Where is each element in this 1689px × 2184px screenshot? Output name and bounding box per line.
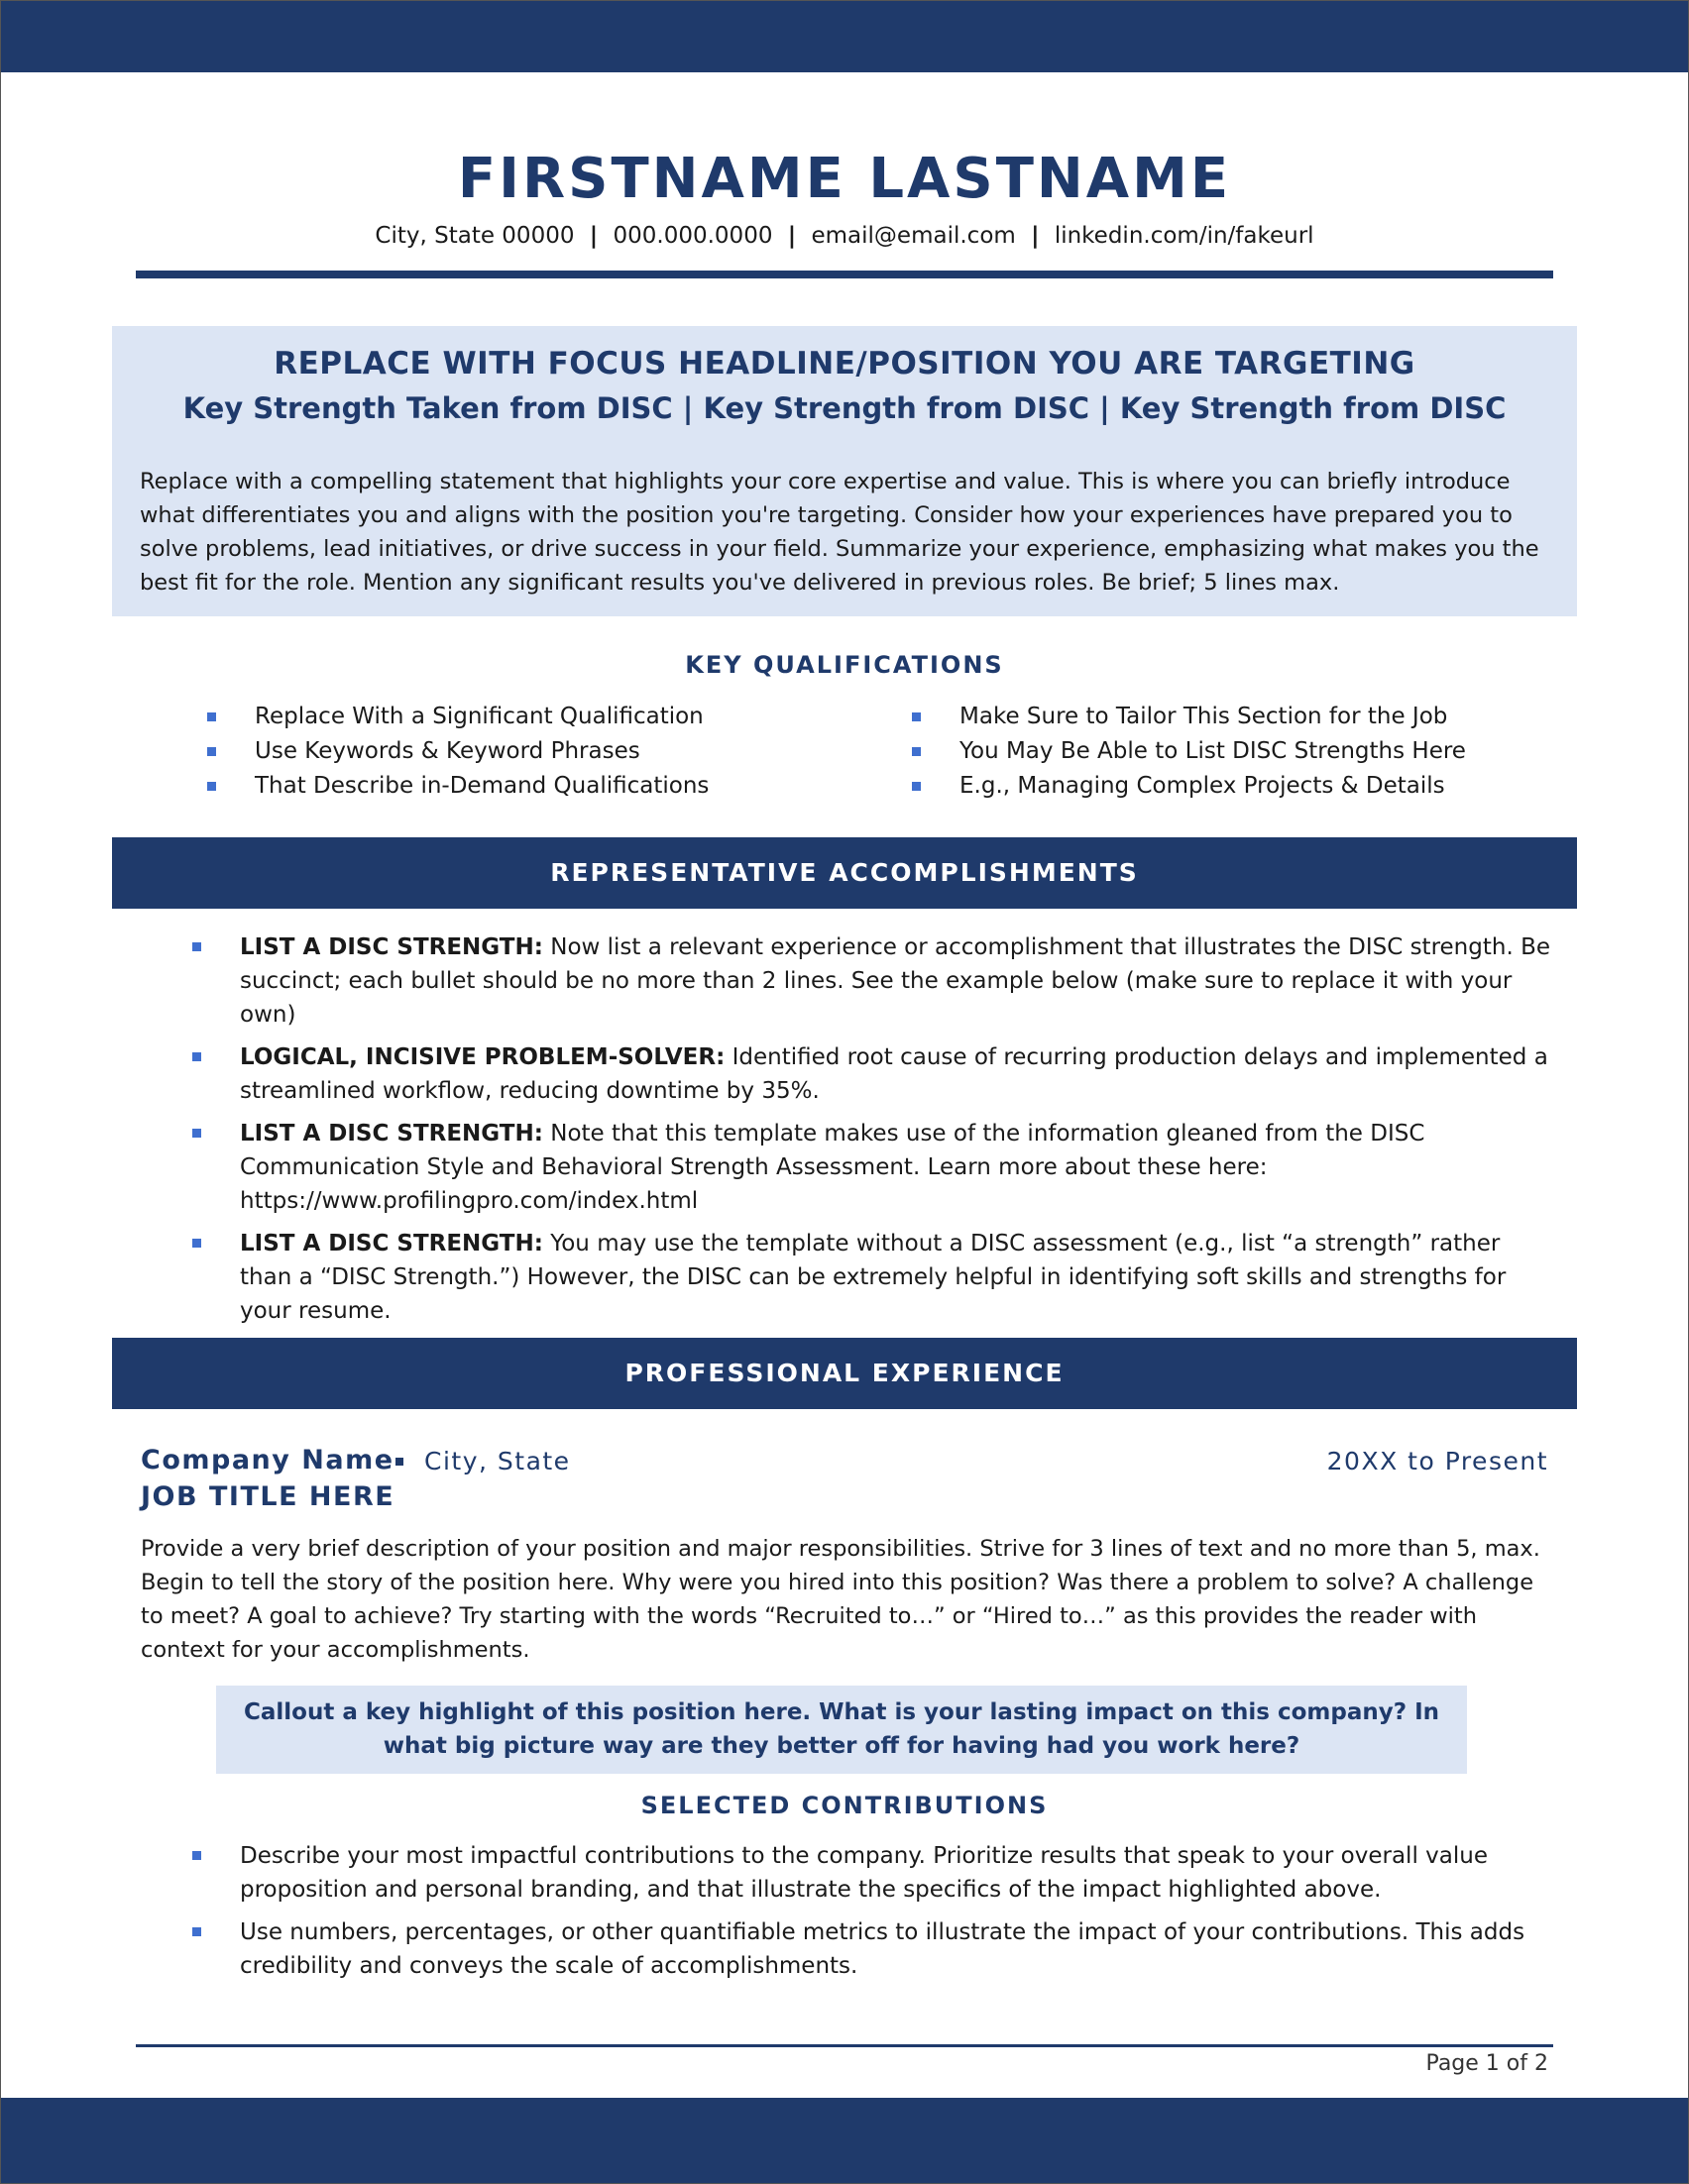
list-item	[188, 1915, 1556, 1983]
list-item	[188, 1227, 1556, 1328]
contact-phone: 000.000.0000	[613, 223, 773, 249]
bullet-square-icon	[207, 782, 216, 791]
bullet-square-icon	[192, 1239, 201, 1248]
contact-linkedin: linkedin.com/in/fakeurl	[1054, 223, 1314, 249]
bullet-square-icon	[192, 1129, 201, 1138]
bullet-square-icon	[192, 1927, 201, 1936]
header-divider	[136, 271, 1553, 278]
qualification-text: You May Be Able to List DISC Strengths Here	[959, 738, 1466, 764]
contact-city-state: City, State 00000	[375, 223, 575, 249]
page-number: Page 1 of 2	[1425, 2051, 1548, 2076]
accomplishment-text: You may use the template without a DISC assessment (e.g., list “a strength” rather than a “DISC Strength.”) However, the DISC can be extremely helpful in identifying soft skills and strengths for your resume.	[240, 1231, 1507, 1324]
qualification-text: Use Keywords & Keyword Phrases	[255, 738, 640, 764]
qualifications-right-list	[912, 700, 1466, 804]
contributions-list	[188, 1839, 1556, 1992]
company-name: Company Name	[141, 1445, 394, 1475]
list-item	[207, 734, 709, 769]
focus-headline: REPLACE WITH FOCUS HEADLINE/POSITION YOU ARE TARGETING	[274, 346, 1415, 382]
contact-separator: |	[589, 223, 599, 249]
bullet-square-icon	[207, 712, 216, 721]
qualifications-left-list	[207, 700, 709, 804]
list-item	[912, 769, 1466, 804]
bullet-square-icon	[912, 782, 921, 791]
contact-email: email@email.com	[811, 223, 1016, 249]
qualification-text: That Describe in-Demand Qualifications	[255, 773, 710, 799]
accomplishments-heading-band: REPRESENTATIVE ACCOMPLISHMENTS	[112, 837, 1577, 909]
key-qualifications-heading: KEY QUALIFICATIONS	[685, 651, 1004, 679]
qualification-text: E.g., Managing Complex Projects & Details	[959, 773, 1445, 799]
key-strengths: Key Strength Taken from DISC | Key Strength from DISC | Key Strength from DISC	[182, 391, 1507, 425]
accomplishment-text: Identified root cause of recurring production delays and implemented a streamlined workflow, reducing downtime by 35%.	[240, 1044, 1548, 1104]
candidate-name: FIRSTNAME LASTNAME	[457, 147, 1232, 211]
accomplishment-label: LIST A DISC STRENGTH:	[240, 1231, 543, 1256]
contribution-text: Describe your most impactful contributions to the company. Prioritize results that speak to your overall value proposition and personal branding, and that illustrate the specifics of the impact highlighted above.	[240, 1843, 1488, 1903]
contact-separator: |	[787, 223, 797, 249]
contact-separator: |	[1031, 223, 1040, 249]
employment-dates: 20XX to Present	[1326, 1447, 1548, 1475]
bullet-square-icon	[207, 747, 216, 756]
list-item	[912, 700, 1466, 734]
accomplishment-text: Note that this template makes use of the information gleaned from the DISC Communication Style and Behavioral Strength Assessment. Learn more about these here: https://www.profilingpro.com/index.html	[240, 1121, 1425, 1214]
qualification-text: Replace With a Significant Qualification	[255, 704, 704, 729]
bullet-square-icon	[192, 1052, 201, 1061]
bottom-color-bar	[1, 2098, 1688, 2183]
summary-box	[112, 326, 1577, 616]
contact-line	[0, 223, 1689, 249]
list-item	[207, 769, 709, 804]
bullet-square-icon	[912, 712, 921, 721]
job-description: Provide a very brief description of your position and major responsibilities. Strive for 3 lines of text and no more than 5, max. Begin to tell the story of the position here. Why were you hired into this position? Was there a problem to solve? A challenge to meet? A goal to achieve? Try starting with the words “Recruited to…” or “Hired to…” as this provides the reader with context for your accomplishments.	[141, 1536, 1540, 1663]
qualification-text: Make Sure to Tailor This Section for the Job	[959, 704, 1448, 729]
job-title: JOB TITLE HERE	[141, 1481, 395, 1512]
company-location: City, State	[424, 1447, 571, 1475]
bullet-square-icon	[192, 942, 201, 951]
experience-heading-band: PROFESSIONAL EXPERIENCE	[112, 1338, 1577, 1409]
separator-square-icon	[395, 1458, 403, 1466]
bullet-square-icon	[192, 1851, 201, 1860]
footer-divider	[136, 2044, 1553, 2047]
list-item	[912, 734, 1466, 769]
list-item	[207, 700, 709, 734]
bullet-square-icon	[912, 747, 921, 756]
accomplishment-text: Now list a relevant experience or accomplishment that illustrates the DISC strength. Be succinct; each bullet should be no more than 2 lines. See the example below (make sure to replace it with your own)	[240, 934, 1550, 1028]
accomplishment-label: LOGICAL, INCISIVE PROBLEM-SOLVER:	[240, 1044, 726, 1070]
company-row	[141, 1445, 1548, 1480]
callout-box: Callout a key highlight of this position here. What is your lasting impact on this company? In what big picture way are they better off for having had you work here?	[216, 1686, 1467, 1774]
list-item	[188, 930, 1556, 1032]
summary-text: Replace with a compelling statement that highlights your core expertise and value. This is where you can briefly introduce what differentiates you and aligns with the position you're targeting. Consider how your experiences have prepared you to solve problems, lead initiatives, or drive success in your field. Summarize your experience, emphasizing what makes you the best fit for the role. Mention any significant results you've delivered in previous roles. Be brief; 5 lines max.	[140, 469, 1539, 596]
accomplishment-label: LIST A DISC STRENGTH:	[240, 934, 543, 960]
contribution-text: Use numbers, percentages, or other quantifiable metrics to illustrate the impact of your contributions. This adds credibility and conveys the scale of accomplishments.	[240, 1919, 1525, 1979]
selected-contributions-heading: SELECTED CONTRIBUTIONS	[640, 1792, 1049, 1819]
list-item	[188, 1040, 1556, 1108]
accomplishment-label: LIST A DISC STRENGTH:	[240, 1121, 543, 1147]
list-item	[188, 1839, 1556, 1907]
top-color-bar	[1, 1, 1688, 72]
list-item	[188, 1117, 1556, 1218]
